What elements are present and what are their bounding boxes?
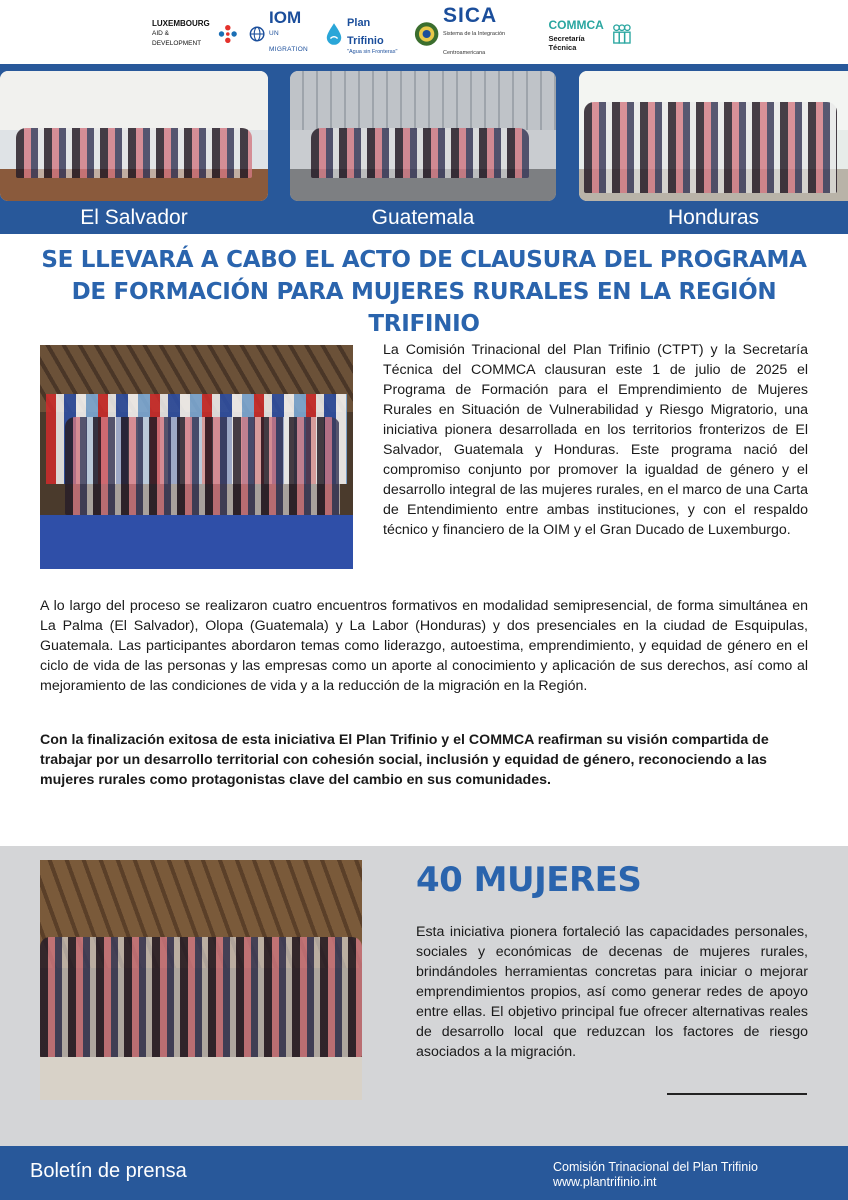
footer-org-info [553,1160,758,1190]
footer-label: Boletín de prensa [30,1160,187,1182]
el-salvador-photo [0,71,268,201]
stat-title: 40 MUJERES [416,860,642,900]
group-photo [40,860,362,1100]
iom-name: IOM [269,8,302,27]
honduras-photo [579,71,848,201]
country-label-el-salvador: El Salvador [80,206,188,229]
partner-logos [152,3,632,56]
commca-name: COMMCA [548,18,604,32]
water-drop-icon [325,21,343,47]
plan-trifinio-name: Plan Trifinio [347,17,384,47]
plan-trifinio-sub: "Agua sin Fronteras" [347,49,398,55]
footer [0,1146,848,1200]
sica-seal-icon [414,20,439,48]
luxembourg-star-icon [217,22,239,46]
intro-paragraph: La Comisión Trinacional del Plan Trifinio (CTPT) y la Secretaría Técnica del COMMCA clausuran este 1 de julio de 2025 el Programa de Formación para el Emprendimiento de Mujeres Rurales en Situación de Vulnerabilidad y Riesgo Migratorio, una iniciativa pionera desarrollada en los territorios fronterizos de El Salvador, Guatemala y Honduras. Este programa nació del compromiso conjunto por promover la igualdad de género y el desarrollo integral de las mujeres rurales, en el marco de una Carta de Entendimiento entre ambas instituciones, y con el respaldo técnico y financiero de la OIM y el Gran Ducado de Luxemburgo. [383,342,808,538]
iom-sub: UN MIGRATION [269,30,309,53]
commca-logo [548,16,632,52]
sica-logo [414,3,539,63]
highlight-section [0,846,848,1146]
country-photo-band [0,64,848,234]
commca-sub: Secretaría Técnica [548,34,585,52]
process-paragraph: A lo largo del proceso se realizaron cuatro encuentros formativos en modalidad semipresencial, de forma simultánea en La Palma (El Salvador), Olopa (Guatemala) y La Labor (Honduras) y dos presenciales en la ciudad de Esquipulas, Guatemala. Las participantes abordaron temas como liderazgo, autoestima, emprendimiento, y equidad de género en el ciclo de vida de las personas y las empresas como un aporte al conocimiento y aplicación de sus derechos, así como al mejoramiento de las condiciones de vida y a la reducción de la migración en la Región. [40,598,808,694]
luxembourg-name: LUXEMBOURG [152,19,210,28]
divider [667,1093,807,1095]
globe-icon [249,25,265,43]
country-label-guatemala: Guatemala [371,206,475,229]
iom-logo [249,10,315,58]
sica-sub: Sistema de la Integración Centroamericana [443,30,506,56]
stat-paragraph: Esta iniciativa pionera fortaleció las capacidades personales, sociales y económicas de decenas de mujeres rurales, brindándoles herramientas concretas para iniciar o mejorar emprendimientos propios, así como generar redes de apoyo entre ellas. El objetivo principal fue ofrecer alternativas reales de desarrollo local que reduzcan los factores de riesgo asociados a la migración. [416,924,808,1060]
footer-url[interactable]: www.plantrifinio.int [553,1175,657,1189]
signing-ceremony-photo [40,345,353,569]
plan-trifinio-logo [325,13,404,55]
page-title: SE LLEVARÁ A CABO EL ACTO DE CLAUSURA DEL PROGRAMA DE FORMACIÓN PARA MUJERES RURALES EN LA REGIÓN TRIFINIO [41,247,807,337]
guatemala-photo [290,71,556,201]
luxembourg-sub: AID & DEVELOPMENT [152,30,202,47]
footer-org: Comisión Trinacional del Plan Trifinio [553,1160,758,1174]
luxembourg-logo [152,19,239,49]
country-label-honduras: Honduras [667,206,760,229]
closing-paragraph: Con la finalización exitosa de esta iniciativa El Plan Trifinio y el COMMCA reafirman su visión compartida de trabajar por un desarrollo territorial con cohesión social, inclusión y equidad de género, reconociendo a las mujeres rurales como protagonistas clave del cambio en sus comunidades. [40,732,769,788]
sica-name: SICA [443,3,498,27]
commca-figures-icon [612,22,632,46]
